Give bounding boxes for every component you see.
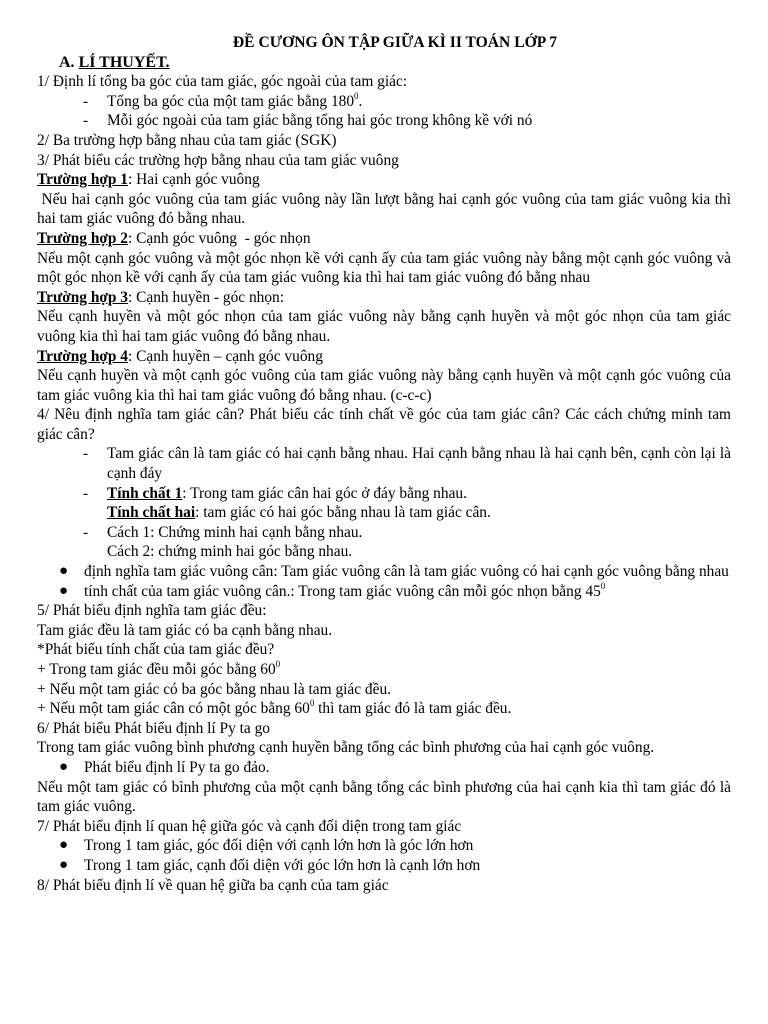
dash-item: - Tổng ba góc của một tam giác bằng $180^0$. [83, 90, 363, 110]
dash-item: - Cách 1: Chứng minh hai cạnh bằng nhau. [83, 523, 363, 541]
case-3-heading: Trường hợp 3: Cạnh huyền - góc nhọn: [37, 288, 285, 306]
definition-line: Tam giác đều là tam giác có ba cạnh bằng nhau. [37, 621, 333, 639]
question-4-heading: 4/ Nêu định nghĩa tam giác cân? Phát biểu các tính chất về góc của tam giác cân? Các cách chứng minh tam giác cân? [37, 406, 731, 443]
case-4-body: Nếu cạnh huyền và một cạnh góc vuông của tam giác vuông này bằng cạnh huyền và một cạnh góc vuông của tam giác vuông kia thì hai tam giác vuông đó bằng nhau. (c-c-c) [37, 367, 731, 404]
section-label: LÍ THUYẾT. [78, 53, 170, 71]
property-line: Tính chất hai: tam giác có hai góc bằng nhau là tam giác cân. [107, 504, 491, 522]
dash-marker: - [83, 484, 89, 502]
bullet-marker: ● [59, 758, 69, 775]
bullet-item: ● Trong 1 tam giác, cạnh đối diện với góc lớn hơn là cạnh lớn hơn [59, 856, 481, 874]
case-1-body: Nếu hai cạnh góc vuông của tam giác vuông này lần lượt bằng hai cạnh góc vuông của tam giác vuông kia thì hai tam giác vuông đó bằng nhau. [37, 190, 735, 228]
bullet-marker: ● [59, 856, 69, 873]
theorem-text: Trong tam giác vuông bình phương cạnh huyền bằng tổng các bình phương của hai cạnh góc vuông. [37, 739, 655, 757]
dash-marker: - [83, 112, 89, 130]
property-heading: *Phát biểu tính chất của tam giác đều? [37, 641, 275, 659]
question-6-heading: 6/ Phát biểu Phát biểu định lí Py ta go [37, 719, 270, 737]
document-body [37, 33, 735, 895]
case-label: Trường hợp 1 [37, 171, 128, 189]
property-label: Tính chất hai [107, 504, 196, 522]
property-label: Tính chất 1 [107, 484, 183, 502]
dash-item: - Tính chất 1: Trong tam giác cân hai góc ở đáy bằng nhau. [83, 484, 467, 502]
property-line: + Trong tam giác đều mỗi góc bằng $60^0$ [37, 659, 281, 678]
case-label: Trường hợp 3 [37, 288, 128, 306]
case-2-heading: Trường hợp 2: Cạnh góc vuông - góc nhọn [37, 229, 311, 247]
dash-item: - Mỗi góc ngoài của tam giác bằng tổng hai góc trong không kề với nó [83, 112, 533, 130]
bullet-item: ● tính chất của tam giác vuông cân.: Trong tam giác vuông cân mỗi góc nhọn bằng $45^0$ [59, 580, 606, 600]
case-label: Trường hợp 4 [37, 347, 128, 365]
page-title: ĐỀ CƯƠNG ÔN TẬP GIỮA KÌ II TOÁN LỚP 7 [232, 34, 558, 51]
dash-marker: - [83, 92, 89, 110]
case-1-heading: Trường hợp 1: Hai cạnh góc vuông [37, 171, 260, 189]
question-8-heading: 8/ Phát biểu định lí về quan hệ giữa ba cạnh của tam giác [37, 876, 389, 894]
question-1-heading: 1/ Định lí tổng ba góc của tam giác, góc ngoài của tam giác: [37, 73, 408, 91]
section-letter: A. [59, 53, 75, 71]
bullet-marker: ● [59, 582, 69, 599]
bullet-marker: ● [59, 837, 69, 854]
dash-item: - Tam giác cân là tam giác có hai cạnh bằng nhau. Hai cạnh bằng nhau là hai cạnh bên, cạnh còn lại là cạnh đáy [83, 445, 731, 483]
bullet-item: ● Phát biểu định lí Py ta go đảo. [59, 758, 270, 776]
question-5-heading: 5/ Phát biểu định nghĩa tam giác đều: [37, 602, 267, 620]
dash-marker: - [83, 445, 89, 463]
bullet-marker: ● [59, 563, 69, 580]
theorem-text: Nếu một tam giác có bình phương của một cạnh bằng tổng các bình phương của hai cạnh kia thì tam giác đó là tam giác vuông. [37, 778, 731, 816]
property-line: + Nếu một tam giác cân có một góc bằng $60^0$ thì tam giác đó là tam giác đều. [37, 698, 512, 718]
case-2-body: Nếu một cạnh góc vuông và một góc nhọn kề với cạnh ấy của tam giác vuông này bằng một cạnh góc vuông và một góc nhọn kề với cạnh ấy của tam giác vuông kia thì hai tam giác vuông đó bằng nhau [37, 249, 731, 287]
case-label: Trường hợp 2 [37, 229, 128, 247]
section-heading [37, 53, 731, 73]
bullet-item: ● Trong 1 tam giác, góc đối diện với cạnh lớn hơn là góc lớn hơn [59, 837, 474, 855]
case-4-heading: Trường hợp 4: Cạnh huyền – cạnh góc vuông [37, 347, 323, 365]
property-line: + Nếu một tam giác có ba góc bằng nhau là tam giác đều. [37, 680, 391, 698]
dash-marker: - [83, 523, 89, 541]
question-2-heading: 2/ Ba trường hợp bằng nhau của tam giác (SGK) [37, 131, 337, 149]
question-7-heading: 7/ Phát biểu định lí quan hệ giữa góc và cạnh đối diện trong tam giác [37, 817, 462, 835]
method-line: Cách 2: chứng minh hai góc bằng nhau. [107, 543, 353, 561]
bullet-item: ● định nghĩa tam giác vuông cân: Tam giác vuông cân là tam giác vuông có hai cạnh góc vuông bằng nhau [59, 563, 729, 581]
case-3-body: Nếu cạnh huyền và một góc nhọn của tam giác vuông này bằng cạnh huyền và một góc nhọn của tam giác vuông kia thì hai tam giác vuông đó bằng nhau. [37, 308, 731, 345]
question-3-heading: 3/ Phát biểu các trường hợp bằng nhau của tam giác vuông [37, 151, 399, 169]
